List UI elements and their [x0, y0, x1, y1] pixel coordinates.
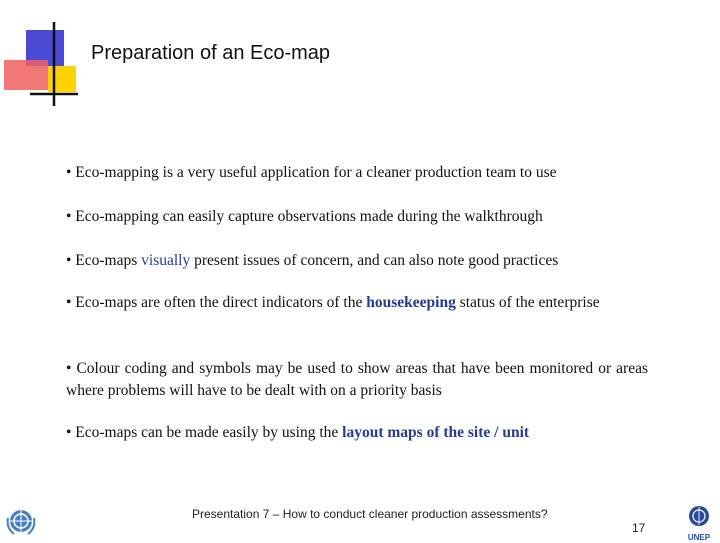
- bullet-item: [66, 292, 648, 314]
- bullet-item: [66, 422, 648, 444]
- unep-emblem-icon: [684, 504, 714, 528]
- un-emblem-icon: [5, 506, 37, 536]
- bullet-text: • Colour coding and symbols may be used to show areas that have been monitored or areas where problems will have to be dealt with on a priority basis: [66, 360, 648, 399]
- highlighted-term: housekeeping: [366, 294, 456, 311]
- bullet-item: [66, 206, 648, 228]
- bullet-text: • Eco-mapping can easily capture observations made during the walkthrough: [66, 208, 543, 225]
- bullet-item: [66, 250, 648, 272]
- bullet-item: [66, 162, 648, 184]
- corner-decoration-graphic: [0, 0, 80, 110]
- highlighted-term: layout maps of the site / unit: [342, 424, 530, 441]
- slide-title: Preparation of an Eco-map: [91, 42, 331, 64]
- un-emblem-logo: [5, 506, 37, 541]
- bullet-item: [66, 358, 648, 402]
- bullet-text: • Eco-maps can be made easily by using the: [66, 424, 343, 441]
- page-number: 17: [632, 521, 646, 535]
- unep-logo: [684, 504, 714, 543]
- bullet-text: status of the enterprise: [455, 294, 600, 311]
- highlighted-term: visually: [141, 252, 191, 269]
- unep-label: UNEP: [687, 533, 711, 542]
- bullet-text: present issues of concern, and can also note good practices: [190, 252, 559, 269]
- bullet-text: • Eco-maps are often the direct indicators of the: [66, 294, 367, 311]
- corner-decoration: [0, 0, 80, 110]
- bullet-text: • Eco-maps: [66, 252, 142, 269]
- bullet-text: • Eco-mapping is a very useful application for a cleaner production team to use: [66, 164, 557, 181]
- footer-presentation-title: Presentation 7 – How to conduct cleaner production assessments?: [192, 507, 548, 521]
